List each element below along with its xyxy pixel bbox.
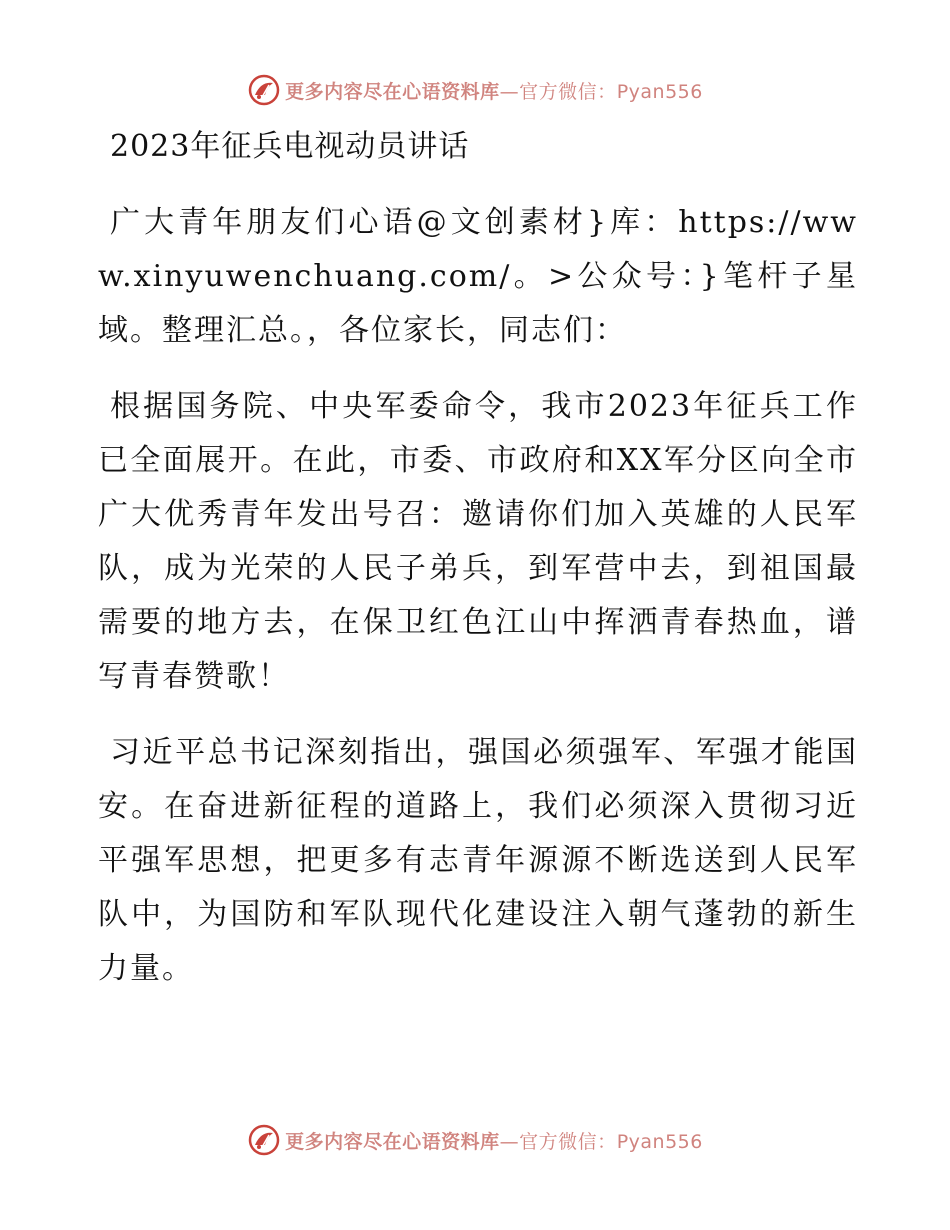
banner-wechat-id: Pyan556 [616, 1130, 703, 1153]
banner-wechat-id: Pyan556 [616, 80, 703, 103]
banner-site-text: 更多内容尽在心语资料库 [285, 80, 500, 103]
banner-text [285, 77, 703, 104]
banner-text [285, 1127, 703, 1154]
paragraph-3: 习近平总书记深刻指出，强国必须强军、军强才能国安。在奋进新征程的道路上，我们必须深入贯彻习近平强军思想，把更多有志青年源源不断选送到人民军队中，为国防和军队现代化建设注入朝气蓬勃的新生力量。 [98, 735, 858, 986]
brand-logo-icon [247, 1123, 281, 1157]
document-body [98, 122, 858, 1018]
paragraph-2: 根据国务院、中央军委命令，我市2023年征兵工作已全面展开。在此，市委、市政府和XX军分区向全市广大优秀青年发出号召：邀请你们加入英雄的人民军队，成为光荣的人民子弟兵，到军营中去，到祖国最需要的地方去，在保卫红色江山中挥洒青春热血，谱写青春赞歌！ [98, 389, 858, 694]
paragraph-1: 广大青年朋友们心语@文创素材}库：https://www.xinyuwenchuang.com/。>公众号：}笔杆子星域。整理汇总。，各位家长，同志们： [98, 205, 858, 348]
banner-wechat-label: 官方微信： [519, 1130, 617, 1153]
banner-dash: — [499, 1130, 520, 1153]
banner-site-text: 更多内容尽在心语资料库 [285, 1130, 500, 1153]
footer-banner [0, 1120, 950, 1160]
header-banner [0, 70, 950, 110]
banner-wechat-label: 官方微信： [519, 80, 617, 103]
banner-dash: — [499, 80, 520, 103]
document-title: 2023年征兵电视动员讲话 [110, 129, 470, 164]
brand-logo-icon [247, 73, 281, 107]
